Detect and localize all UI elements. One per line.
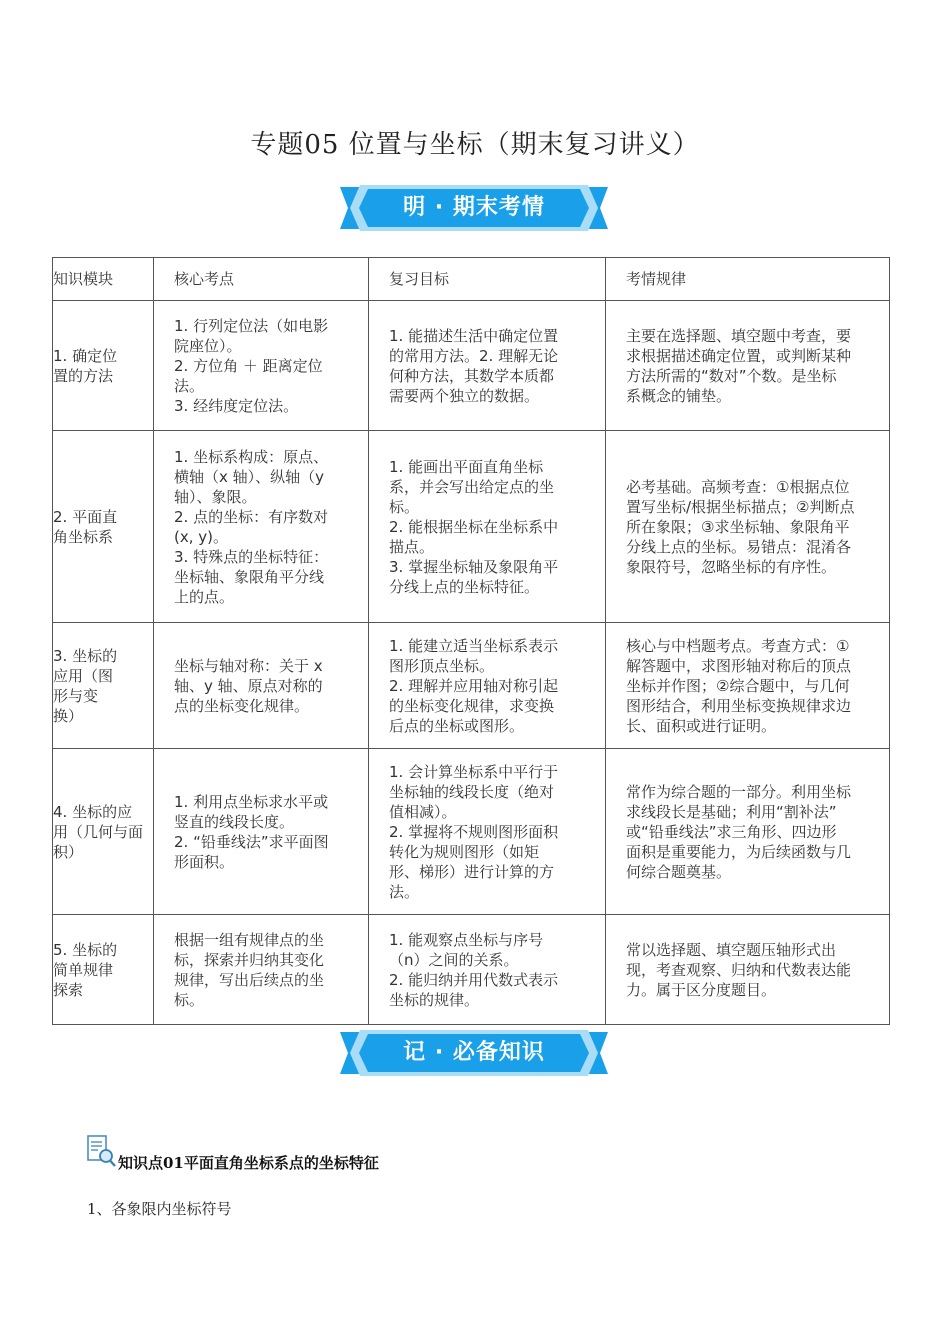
cell-text-line: 现，考查观察、归纳和代数表达能 <box>626 960 852 979</box>
cell-text-line: 换） <box>53 706 84 725</box>
table-header-row <box>53 258 890 301</box>
cell-text-line: 值相减）。 <box>389 802 457 821</box>
section-banner-exam <box>340 183 608 233</box>
cell-text-line: 1. 利用点坐标求水平或 <box>174 792 329 811</box>
table-body <box>53 301 890 1025</box>
cell-text-line: 2. 平面直 <box>53 507 118 526</box>
cell-text-line: 力。属于区分度题目。 <box>626 980 777 999</box>
cell-text-line: 求根据描述确定位置，或判断某种 <box>626 346 852 365</box>
table-cell-module <box>53 301 154 431</box>
cell-text-line: 的坐标变化规律，求变换 <box>389 696 555 715</box>
cell-text-line: 2. “铅垂线法”求平面图 <box>174 832 329 851</box>
cell-text-line: 必考基础。高频考查：①根据点位 <box>626 477 850 496</box>
cell-text-line: 2. 方位角 ＋ 距离定位 <box>174 356 323 375</box>
cell-text-line: 2. 能归纳并用代数式表示 <box>389 970 559 989</box>
cell-text-line: 系，并会写出给定点的坐 <box>389 477 555 496</box>
cell-text-line: 图形顶点坐标。 <box>389 656 495 675</box>
exam-table <box>52 257 890 1025</box>
cell-text-line: 横轴（x 轴）、纵轴（y <box>174 467 325 486</box>
cell-text-line: 竖直的线段长度。 <box>174 812 295 831</box>
cell-text-line: 1. 确定位 <box>53 346 118 365</box>
cell-text-line: 1. 能观察点坐标与序号 <box>389 930 544 949</box>
cell-text-line: 5. 坐标的 <box>53 940 118 959</box>
cell-text-line: 坐标与轴对称：关于 x <box>174 656 323 675</box>
cell-text-line: 标，探索并归纳其变化 <box>174 950 325 969</box>
cell-text-line: 根据一组有规律点的坐 <box>174 930 325 949</box>
table-cell-points <box>154 301 369 431</box>
cell-text-line: 形面积。 <box>174 852 235 871</box>
table-cell-points <box>154 623 369 749</box>
table-cell-goals <box>369 301 606 431</box>
cell-text-line: 积） <box>53 842 84 861</box>
cell-text-line: 分线上点的坐标。易错点：混淆各 <box>626 537 852 556</box>
cell-text-line: 转化为规则图形（如矩 <box>389 842 540 861</box>
cell-text-line: 何种方法，其数学本质都 <box>389 366 555 385</box>
header-pattern: 考情规律 <box>606 258 890 301</box>
cell-text-line: 所在象限；③求坐标轴、象限角平 <box>626 517 850 536</box>
document-search-icon <box>86 1134 118 1168</box>
cell-text-line: 解答题中，求图形轴对称后的顶点 <box>626 656 852 675</box>
table-cell-goals <box>369 623 606 749</box>
table-cell-goals <box>369 915 606 1025</box>
cell-text-line: 应用（图 <box>53 666 114 685</box>
cell-text-line: 何综合题奠基。 <box>626 862 732 881</box>
cell-text-line: 标。 <box>389 497 420 516</box>
table-cell-points <box>154 915 369 1025</box>
header-module: 知识模块 <box>53 258 154 301</box>
cell-text-line: 3. 坐标的 <box>53 646 118 665</box>
table-cell-pattern <box>606 749 890 915</box>
table-cell-module <box>53 623 154 749</box>
table-row <box>53 431 890 623</box>
table-cell-module <box>53 749 154 915</box>
cell-text-line: 置写坐标/根据坐标描点；②判断点 <box>626 497 855 516</box>
cell-text-line: 简单规律 <box>53 960 114 979</box>
cell-text-line: 图形结合，利用坐标变换规律求边 <box>626 696 852 715</box>
cell-text-line: 法。 <box>389 882 420 901</box>
cell-text-line: (x, y)。 <box>174 527 228 546</box>
cell-text-line: 坐标的规律。 <box>389 990 480 1009</box>
cell-text-line: 1. 行列定位法（如电影 <box>174 316 329 335</box>
cell-text-line: 轴、y 轴、原点对称的 <box>174 676 323 695</box>
table-cell-module <box>53 915 154 1025</box>
table-cell-goals <box>369 749 606 915</box>
table-cell-points <box>154 431 369 623</box>
cell-text-line: （n）之间的关系。 <box>389 950 519 969</box>
cell-text-line: 规律，写出后续点的坐 <box>174 970 325 989</box>
page-title: 专题05 位置与坐标（期末复习讲义） <box>250 130 700 160</box>
cell-text-line: 用（几何与面 <box>53 822 144 841</box>
table-cell-pattern <box>606 915 890 1025</box>
cell-text-line: 轴）、象限。 <box>174 487 257 506</box>
cell-text-line: 长、面积或进行证明。 <box>626 716 777 735</box>
cell-text-line: 求线段长是基础；利用“割补法” <box>626 802 837 821</box>
table-row <box>53 623 890 749</box>
subheading: 1、各象限内坐标符号 <box>87 1200 232 1218</box>
cell-text-line: 3. 特殊点的坐标特征： <box>174 547 329 566</box>
cell-text-line: 1. 能描述生活中确定位置 <box>389 326 559 345</box>
cell-text-line: 描点。 <box>389 537 435 556</box>
cell-text-line: 坐标并作图；②综合题中，与几何 <box>626 676 850 695</box>
cell-text-line: 置的方法 <box>53 366 114 385</box>
cell-text-line: 上的点。 <box>174 587 235 606</box>
cell-text-line: 面积是重要能力，为后续函数与几 <box>626 842 852 861</box>
cell-text-line: 常以选择题、填空题压轴形式出 <box>626 940 837 959</box>
cell-text-line: 分线上点的坐标特征。 <box>389 577 540 596</box>
cell-text-line: 3. 经纬度定位法。 <box>174 396 299 415</box>
table-cell-pattern <box>606 301 890 431</box>
cell-text-line: 形、梯形）进行计算的方 <box>389 862 555 881</box>
cell-text-line: 院座位）。 <box>174 336 242 355</box>
table-cell-points <box>154 749 369 915</box>
banner-exam-label: 明 · 期末考情 <box>403 195 545 220</box>
knowledge-point-title: 知识点01平面直角坐标系点的坐标特征 <box>118 1154 379 1172</box>
cell-text-line: 的常用方法。2. 理解无论 <box>389 346 559 365</box>
cell-text-line: 方法所需的“数对”个数。是坐标 <box>626 366 837 385</box>
cell-text-line: 需要两个独立的数据。 <box>389 386 540 405</box>
table-cell-module <box>53 431 154 623</box>
cell-text-line: 后点的坐标或图形。 <box>389 716 525 735</box>
cell-text-line: 主要在选择题、填空题中考查，要 <box>626 326 852 345</box>
table-row <box>53 915 890 1025</box>
cell-text-line: 象限符号，忽略坐标的有序性。 <box>626 557 837 576</box>
cell-text-line: 2. 理解并应用轴对称引起 <box>389 676 559 695</box>
cell-text-line: 或“铅垂线法”求三角形、四边形 <box>626 822 837 841</box>
cell-text-line: 1. 坐标系构成：原点、 <box>174 447 329 466</box>
cell-text-line: 常作为综合题的一部分。利用坐标 <box>626 782 852 801</box>
cell-text-line: 形与变 <box>53 686 99 705</box>
cell-text-line: 标。 <box>174 990 205 1009</box>
table-row <box>53 301 890 431</box>
banner-knowledge-label: 记 · 必备知识 <box>403 1040 545 1065</box>
cell-text-line: 2. 能根据坐标在坐标系中 <box>389 517 559 536</box>
table-cell-pattern <box>606 623 890 749</box>
header-goals: 复习目标 <box>369 258 606 301</box>
cell-text-line: 坐标轴、象限角平分线 <box>174 567 325 586</box>
table-cell-pattern <box>606 431 890 623</box>
cell-text-line: 1. 能画出平面直角坐标 <box>389 457 544 476</box>
cell-text-line: 4. 坐标的应 <box>53 802 133 821</box>
cell-text-line: 2. 掌握将不规则图形面积 <box>389 822 559 841</box>
cell-text-line: 角坐标系 <box>53 527 114 546</box>
cell-text-line: 坐标轴的线段长度（绝对 <box>389 782 555 801</box>
table-row <box>53 749 890 915</box>
table-cell-goals <box>369 431 606 623</box>
cell-text-line: 1. 会计算坐标系中平行于 <box>389 762 559 781</box>
cell-text-line: 1. 能建立适当坐标系表示 <box>389 636 559 655</box>
cell-text-line: 法。 <box>174 376 205 395</box>
cell-text-line: 探索 <box>53 980 84 999</box>
cell-text-line: 点的坐标变化规律。 <box>174 696 310 715</box>
cell-text-line: 核心与中档题考点。考查方式：① <box>626 636 850 655</box>
section-banner-knowledge <box>340 1028 608 1078</box>
cell-text-line: 3. 掌握坐标轴及象限角平 <box>389 557 559 576</box>
cell-text-line: 2. 点的坐标：有序数对 <box>174 507 329 526</box>
header-points: 核心考点 <box>154 258 369 301</box>
cell-text-line: 系概念的铺垫。 <box>626 386 732 405</box>
